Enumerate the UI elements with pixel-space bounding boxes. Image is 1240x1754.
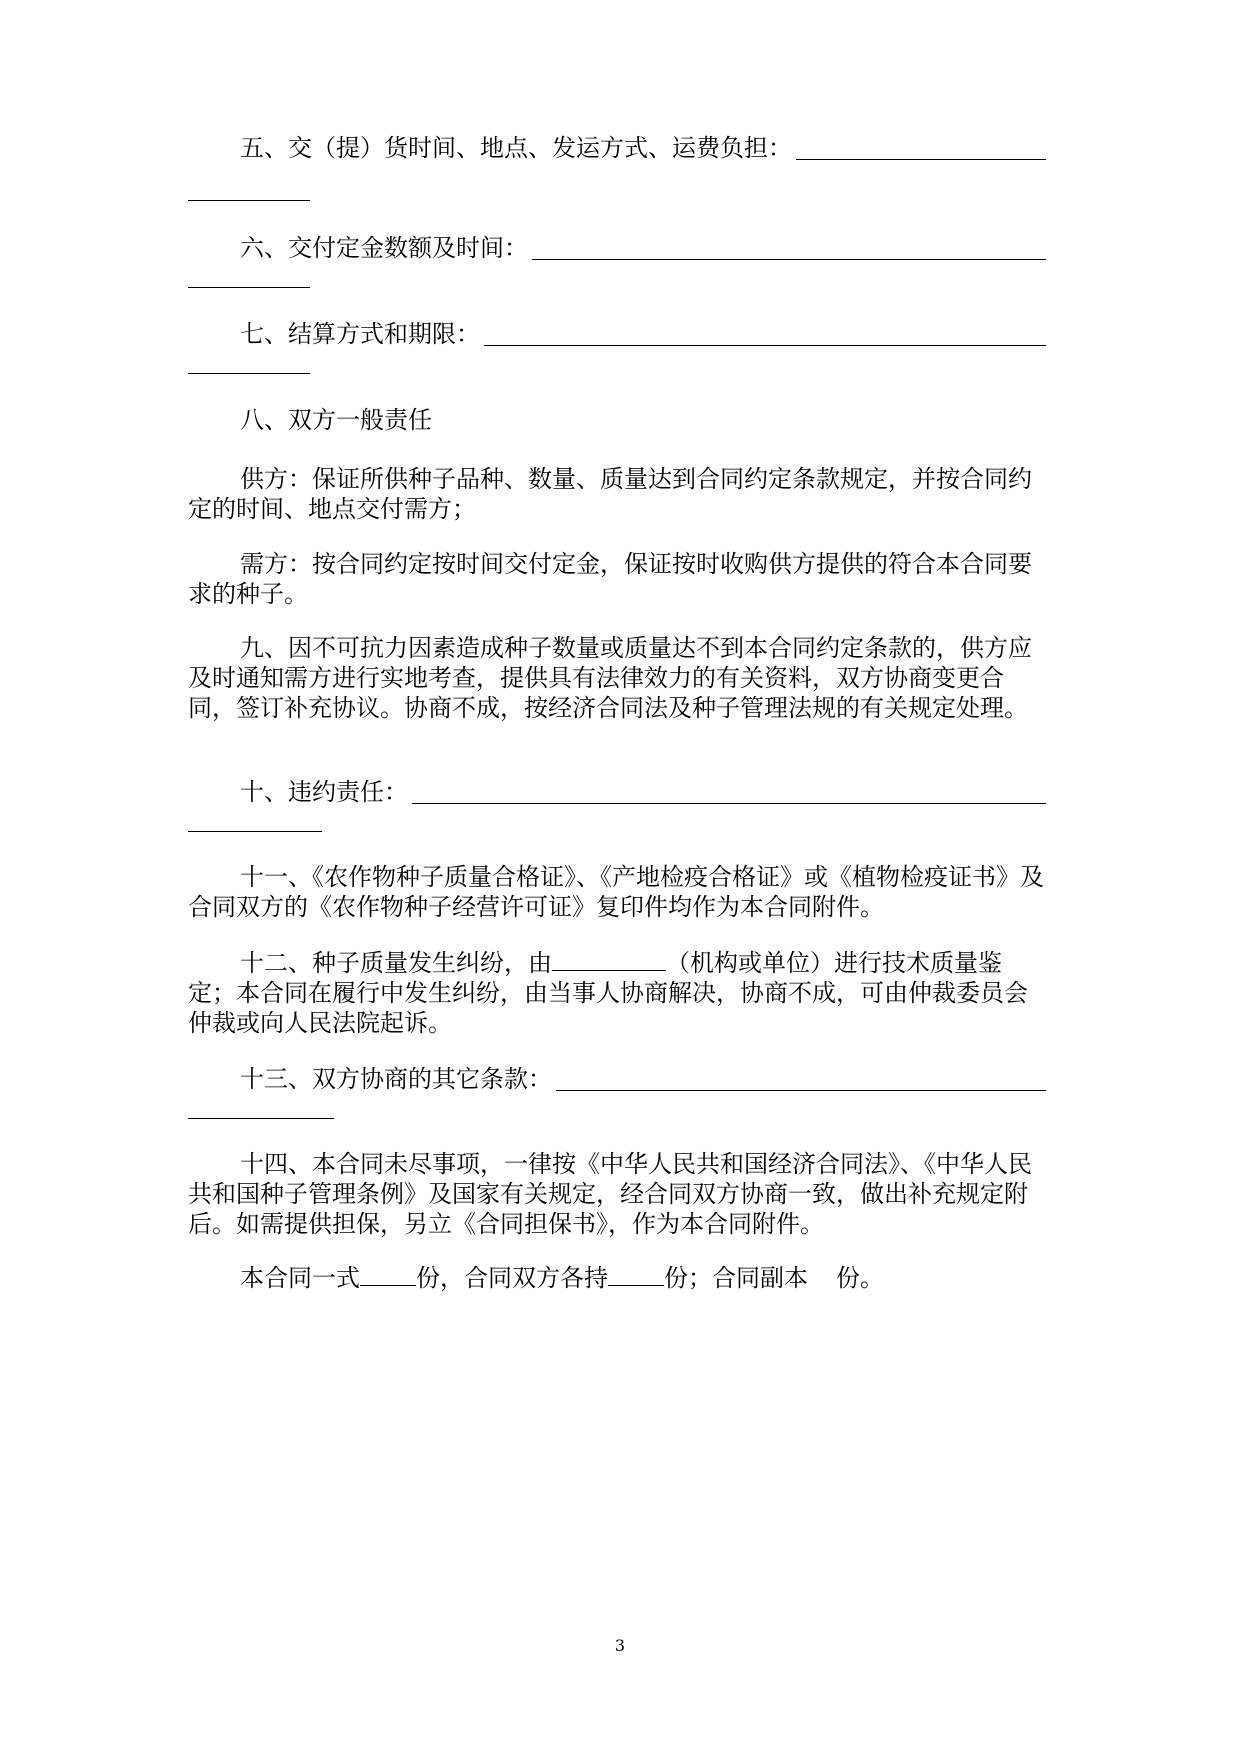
copies-part-2: 份，合同双方各持 <box>416 1264 608 1292</box>
clause-6-blank-line-2 <box>188 287 310 288</box>
clause-12-part-1: 十二、种子质量发生纠纷，由 <box>240 949 552 977</box>
clause-10-blank-line-2 <box>188 831 322 832</box>
clause-8-buyer: 需方：按合同约定按时间交付定金，保证按时收购供方提供的符合本合同要求的种子。 <box>188 550 1032 608</box>
clause-9: 九、因不可抗力因素造成种子数量或质量达不到本合同约定条款的，供方应及时通知需方进行实地考查，提供具有法律效力的有关资料，双方协商变更合同，签订补充协议。协商不成，按经济合同法及种子管理法规的有关规定处理。 <box>188 634 1032 722</box>
copies-blank-each <box>608 1263 664 1286</box>
copies-part-1: 本合同一式 <box>240 1264 360 1292</box>
clause-6 <box>188 232 1046 264</box>
copies-blank-total <box>360 1263 416 1286</box>
clause-8-supplier: 供方：保证所供种子品种、数量、质量达到合同约定条款规定，并按合同约定的时间、地点交付需方； <box>188 465 1032 523</box>
copies-part-3: 份；合同副本 <box>664 1264 808 1292</box>
clause-5 <box>188 132 1046 164</box>
clause-7-blank-line <box>484 345 1046 346</box>
clause-12-part-2: （机构或单位）进行技术质量鉴定；本合同在履行中发生纠纷，由当事人协商解决，协商不成，可由仲裁委员会仲裁或向人民法院起诉。 <box>188 949 1028 1037</box>
clause-5-label: 五、交（提）货时间、地点、发运方式、运费负担： <box>240 134 792 162</box>
page-number: 3 <box>614 1636 626 1655</box>
clause-7-blank-line-2 <box>188 373 310 374</box>
clause-11: 十一、《农作物种子质量合格证》、《产地检疫合格证》或《植物检疫证书》及合同双方的《农作物种子经营许可证》复印件均作为本合同附件。 <box>188 863 1044 921</box>
clause-8-title: 八、双方一般责任 <box>240 406 432 434</box>
clause-5-blank-line <box>796 159 1046 160</box>
clause-13 <box>188 1063 1046 1095</box>
clause-7 <box>188 318 1046 350</box>
copies-clause <box>188 1263 1046 1293</box>
clause-10-blank-line <box>412 803 1046 804</box>
clause-13-blank-line-2 <box>188 1118 334 1119</box>
clause-10 <box>188 776 1046 808</box>
clause-12-blank-line <box>552 948 666 971</box>
clause-5-blank-line-2 <box>188 200 310 201</box>
clause-14: 十四、本合同未尽事项，一律按《中华人民共和国经济合同法》、《中华人民共和国种子管理条例》及国家有关规定，经合同双方协商一致，做出补充规定附后。如需提供担保，另立《合同担保书》，作为本合同附件。 <box>188 1150 1032 1238</box>
clause-13-blank-line <box>556 1090 1046 1091</box>
clause-12 <box>188 948 1046 1038</box>
clause-6-label: 六、交付定金数额及时间： <box>240 234 528 262</box>
copies-part-4: 份。 <box>836 1264 884 1292</box>
clause-13-label: 十三、双方协商的其它条款： <box>240 1065 552 1093</box>
clause-10-label: 十、违约责任： <box>240 778 408 806</box>
clause-7-label: 七、结算方式和期限： <box>240 320 480 348</box>
clause-6-blank-line <box>532 259 1046 260</box>
